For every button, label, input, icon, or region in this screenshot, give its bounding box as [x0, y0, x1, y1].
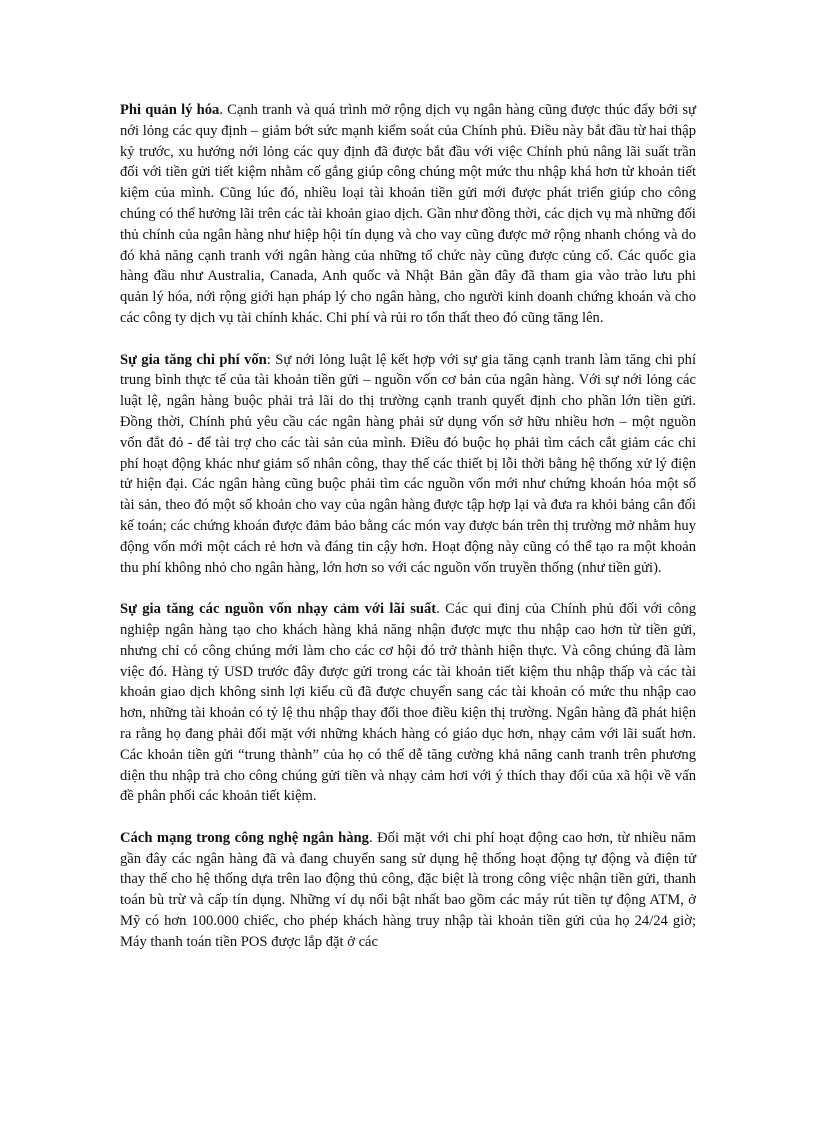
- paragraph-deregulation: [120, 100, 696, 329]
- paragraph-body: . Đối mặt với chi phí hoạt động cao hơn, từ nhiều năm gần đây các ngân hàng đã và đang chuyển sang sử dụng hệ thống hoạt động tự động và điện tử thay thế cho hệ thống dựa trên lao động thủ công, đặc biệt là trong công việc nhận tiền gửi, thanh toán bù trừ và cấp tín dụng. Những ví dụ nổi bật nhất bao gồm các máy rút tiền tự động ATM, ở Mỹ có hơn 100.000 chiếc, cho phép khách hàng truy nhập tài khoản tiền gửi của họ 24/24 giờ; Máy thanh toán tiền POS được lắp đặt ở các: [120, 829, 696, 950]
- paragraph-heading: Sự gia tăng chi phí vốn: [120, 351, 267, 368]
- paragraph-heading: Cách mạng trong công nghệ ngân hàng: [120, 829, 369, 846]
- paragraph-interest-sensitive-funds: [120, 599, 696, 807]
- paragraph-body: . Cạnh tranh và quá trình mở rộng dịch vụ ngân hàng cũng được thúc đẩy bởi sự nới lỏng các quy định – giảm bớt sức mạnh kiểm soát của Chính phủ. Điều này bắt đầu từ hai thập kỷ trước, xu hướng nới lỏng các quy định đã được bắt đầu với việc Chính phủ nâng lãi suất trần đối với tiền gửi tiết kiệm nhằm cố gắng giúp công chúng một mức thu nhập khá hơn từ khoản tiết kiệm của mình. Cũng lúc đó, nhiều loại tài khoản tiền gửi mới được phát triển giúp cho công chúng có thể hưởng lãi trên các tài khoản giao dịch. Gần như đồng thời, các dịch vụ mà những đối thủ chính của ngân hàng như hiệp hội tín dụng và cho vay cũng được mở rộng nhanh chóng và do đó khả năng cạnh tranh với ngân hàng của những tổ chức này cũng được củng cố. Các quốc gia hàng đầu như Australia, Canada, Anh quốc và Nhật Bản gần đây đã tham gia vào trào lưu phi quản lý hóa, nới rộng giới hạn pháp lý cho ngân hàng, cho người kinh doanh chứng khoán và cho các công ty dịch vụ tài chính khác. Chi phí và rủi ro tổn thất theo đó cũng tăng lên.: [120, 102, 696, 326]
- paragraph-rising-cost-of-funds: [120, 350, 696, 579]
- paragraph-heading: Sự gia tăng các nguồn vốn nhạy cảm với lãi suất: [120, 601, 437, 618]
- paragraph-heading: Phi quản lý hóa: [120, 102, 220, 118]
- paragraph-body: : Sự nới lỏng luật lệ kết hợp với sự gia tăng cạnh tranh làm tăng chi phí trung bình thực tế của tài khoản tiền gửi – nguồn vốn cơ bản của ngân hàng. Với sự nới lỏng các luật lệ, ngân hàng buộc phải trả lãi do thị trường cạnh tranh quyết định cho phần lớn tiền gửi. Đồng thời, Chính phủ yêu cầu các ngân hàng phải sử dụng vốn sở hữu nhiều hơn – một nguồn vốn đắt đỏ - để tài trợ cho các tài sản của mình. Điều đó buộc họ phải tìm cách cắt giảm các chi phí hoạt động khác như giảm số nhân công, thay thế các thiết bị lỗi thời bằng hệ thống xử lý điện tử hiện đại. Các ngân hàng cũng buộc phải tìm các nguồn vốn mới như chứng khoán hóa một số tài sản, theo đó một số khoản cho vay của ngân hàng được tập hợp lại và đưa ra khỏi bảng cân đối kế toán; các chứng khoán được đảm bảo bằng các món vay được bán trên thị trường mở nhằm huy động vốn mới một cách rẻ hơn và đáng tin cậy hơn. Hoạt động này cũng có thể tạo ra một khoản thu phí không nhỏ cho ngân hàng, lớn hơn so với các nguồn vốn truyền thống (như tiền gửi).: [120, 351, 696, 576]
- paragraph-body: . Các qui đinj của Chính phủ đối với công nghiệp ngân hàng tạo cho khách hàng khả năng nhận được mực thu nhập cao hơn từ tiền gửi, nhưng chỉ có công chúng mới làm cho các cơ hội đó trở thành hiện thực. Và công chúng đã làm việc đó. Hàng tỷ USD trước đây được gửi trong các tài khoản tiết kiệm thu nhập thấp và các tài khoản giao dịch không sinh lợi kiểu cũ đã được chuyển sang các tài khoản có mức thu nhập cao hơn, những tài khoản có tỷ lệ thu nhập thay đổi thoe điều kiện thị trường. Ngân hàng đã phát hiện ra rằng họ đang phải đối mặt với những khách hàng có giáo dục hơn, nhạy cảm với lãi suất hơn. Các khoản tiền gửi “trung thành” của họ có thể dễ tăng cường khả năng canh tranh trên phương diện thu nhập trả cho công chúng gửi tiền và nhạy cảm hơi với ý thích thay đổi của xã hội về vấn đề phân phối các khoản tiết kiệm.: [120, 601, 696, 805]
- paragraph-banking-technology: [120, 828, 696, 953]
- document-page: [120, 100, 696, 973]
